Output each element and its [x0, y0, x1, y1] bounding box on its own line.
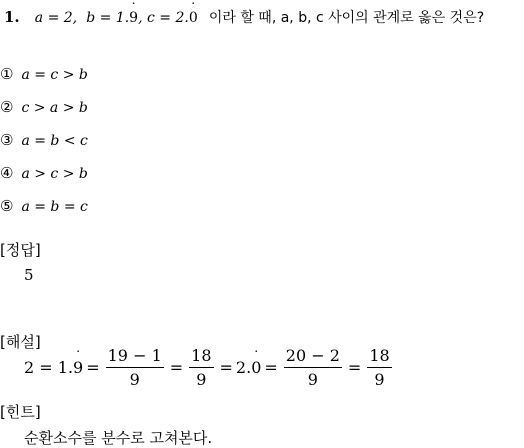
- option-expression: c > a > b: [21, 100, 88, 116]
- fraction-1: $\frac{19 - 1}{9}$: [107, 346, 162, 389]
- answer-label: [정답]: [0, 241, 41, 259]
- option-marker: ⑤: [0, 197, 14, 215]
- solution-mid: 2.0 ˙: [236, 358, 261, 377]
- option-marker: ②: [0, 98, 14, 116]
- option-expression: a = c > b: [21, 67, 88, 83]
- equals-sign: =: [219, 358, 233, 377]
- question-c-value: , c = 2.0 ˙: [138, 10, 198, 26]
- question-line: [4, 7, 484, 27]
- equals-sign: =: [347, 358, 362, 377]
- option-marker: ④: [0, 164, 14, 182]
- option-marker: ①: [0, 65, 14, 83]
- solution-equation: [24, 346, 395, 389]
- equals-sign: =: [169, 358, 184, 377]
- option-expression: a = b = c: [21, 199, 88, 215]
- option-2[interactable]: [0, 97, 88, 116]
- equals-sign: =: [264, 358, 278, 377]
- option-4[interactable]: [0, 163, 88, 182]
- option-expression: a > c > b: [21, 166, 88, 182]
- question-a-value: a = 2,: [34, 10, 78, 26]
- option-1[interactable]: [0, 64, 88, 83]
- question-number: 1.: [4, 8, 20, 26]
- hint-text: 순환소수를 분수로 고쳐본다.: [24, 429, 213, 447]
- fraction-3: $\frac{20 - 2}{9}$: [285, 346, 340, 389]
- option-expression: a = b < c: [21, 133, 88, 149]
- question-text: 이라 할 때, a, b, c 사이의 관계로 옳은 것은?: [208, 10, 485, 26]
- option-3[interactable]: [0, 130, 88, 149]
- solution-lhs: 2 = 1.9 ˙: [24, 358, 83, 377]
- solution-label: [해설]: [0, 333, 41, 351]
- option-marker: ③: [0, 131, 14, 149]
- hint-label: [힌트]: [0, 403, 41, 421]
- question-b-value: b = 1.9 ˙: [86, 10, 138, 26]
- fraction-2: $\frac{18}{9}$: [191, 346, 212, 389]
- answer-value: 5: [24, 266, 34, 284]
- option-5[interactable]: [0, 196, 88, 215]
- fraction-4: $\frac{18}{9}$: [369, 346, 390, 389]
- equals-sign: =: [86, 358, 100, 377]
